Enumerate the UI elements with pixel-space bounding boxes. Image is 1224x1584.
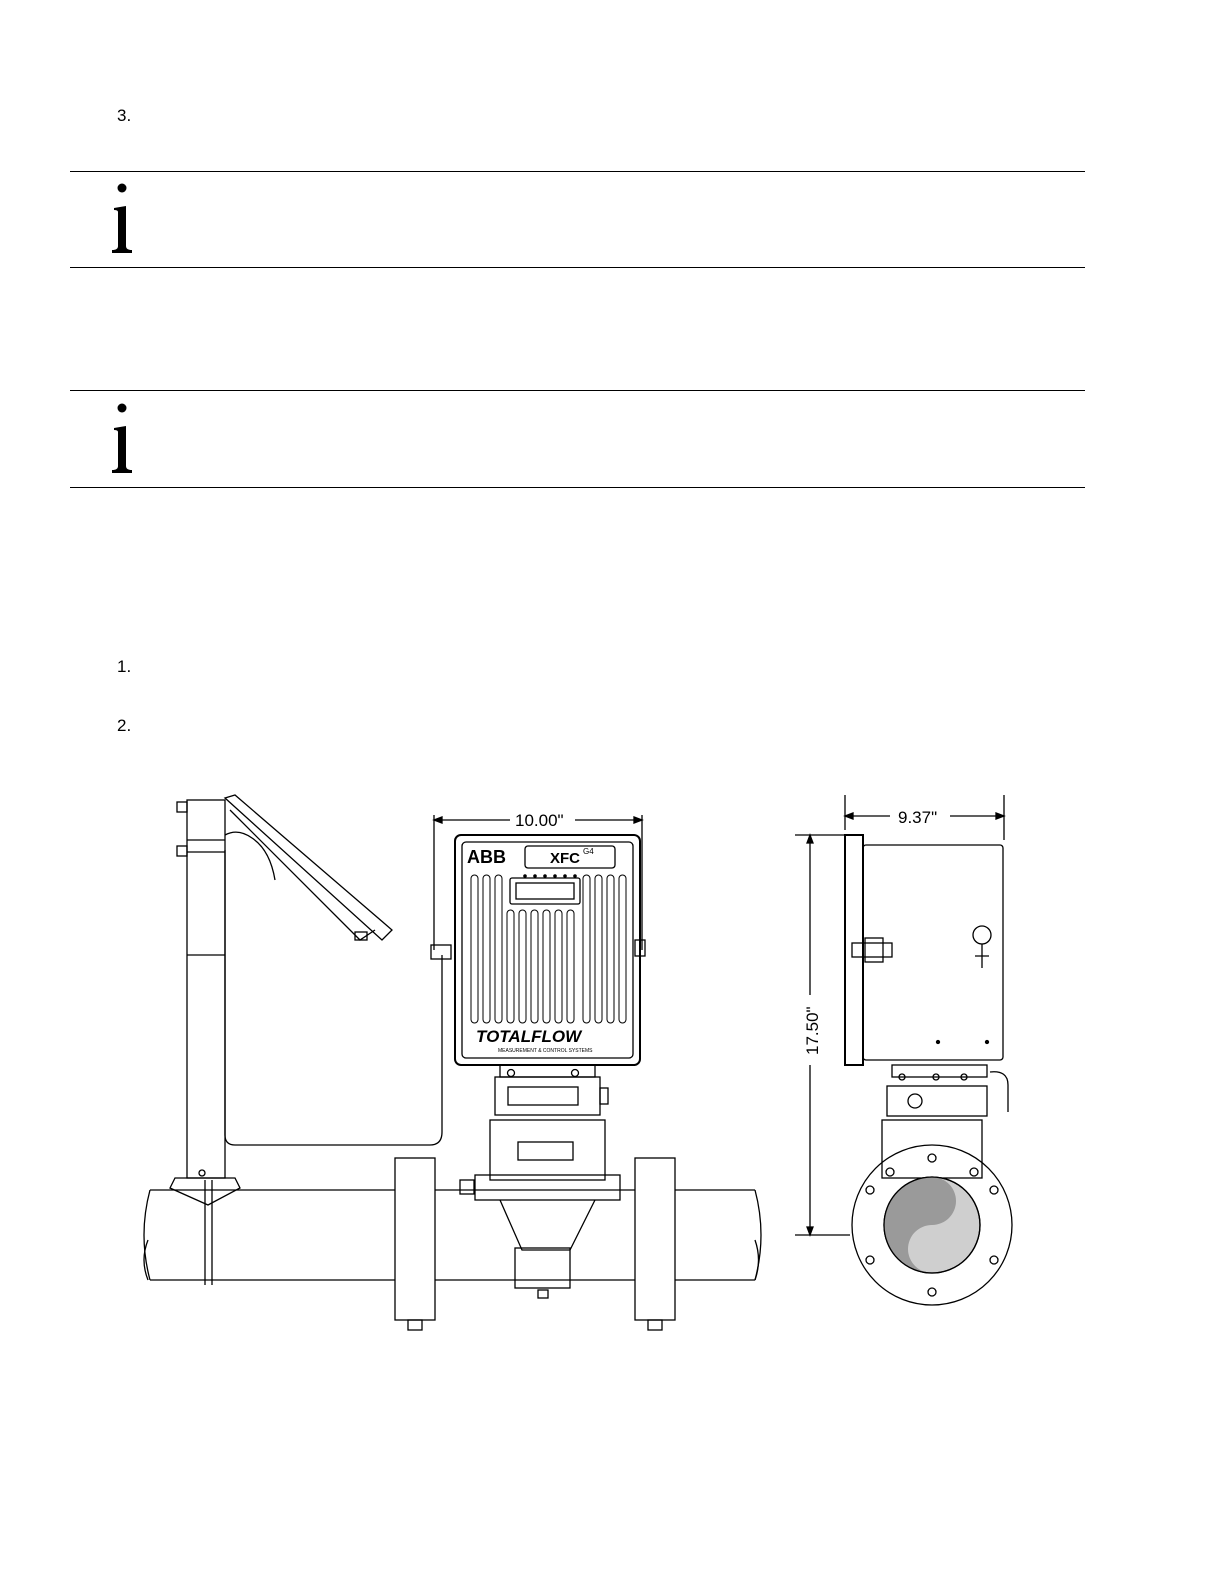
pipe-flange-left xyxy=(395,1158,435,1330)
height-dimension xyxy=(795,835,850,1235)
note-top-rule xyxy=(70,171,1085,172)
note-bottom-rule xyxy=(70,487,1085,488)
xfc-enclosure-side xyxy=(845,835,1003,1065)
totalflow-tagline: MEASUREMENT & CONTROL SYSTEMS xyxy=(498,1048,593,1054)
width-dimension-label: 10.00" xyxy=(515,811,564,830)
side-mount xyxy=(882,1065,1008,1178)
step-number-1: 1. xyxy=(117,657,132,676)
height-dimension-label: 17.50" xyxy=(803,1006,822,1055)
pipe-flange-end-view xyxy=(852,1145,1012,1305)
xfc-installation-drawing xyxy=(130,780,1030,1340)
model-label: XFC xyxy=(550,850,580,867)
meter-mount xyxy=(460,1065,620,1298)
step-number-3: 3. xyxy=(117,106,132,125)
front-view xyxy=(144,795,761,1330)
totalflow-logo: TOTALFLOW xyxy=(476,1027,582,1046)
pipe xyxy=(144,1190,761,1280)
step-number-2: 2. xyxy=(117,716,132,735)
solar-cable xyxy=(225,850,442,1145)
mounting-pole xyxy=(170,800,240,1285)
info-icon xyxy=(108,182,136,254)
note-top-rule xyxy=(70,390,1085,391)
pipe-flange-right xyxy=(635,1158,675,1330)
depth-dimension xyxy=(845,795,1004,840)
abb-logo: ABB xyxy=(467,847,506,867)
depth-dimension-label: 9.37" xyxy=(898,808,938,827)
model-superscript: G4 xyxy=(583,847,594,856)
side-view xyxy=(795,795,1012,1305)
note-bottom-rule xyxy=(70,267,1085,268)
solar-panel xyxy=(225,795,392,940)
info-icon xyxy=(108,402,136,474)
